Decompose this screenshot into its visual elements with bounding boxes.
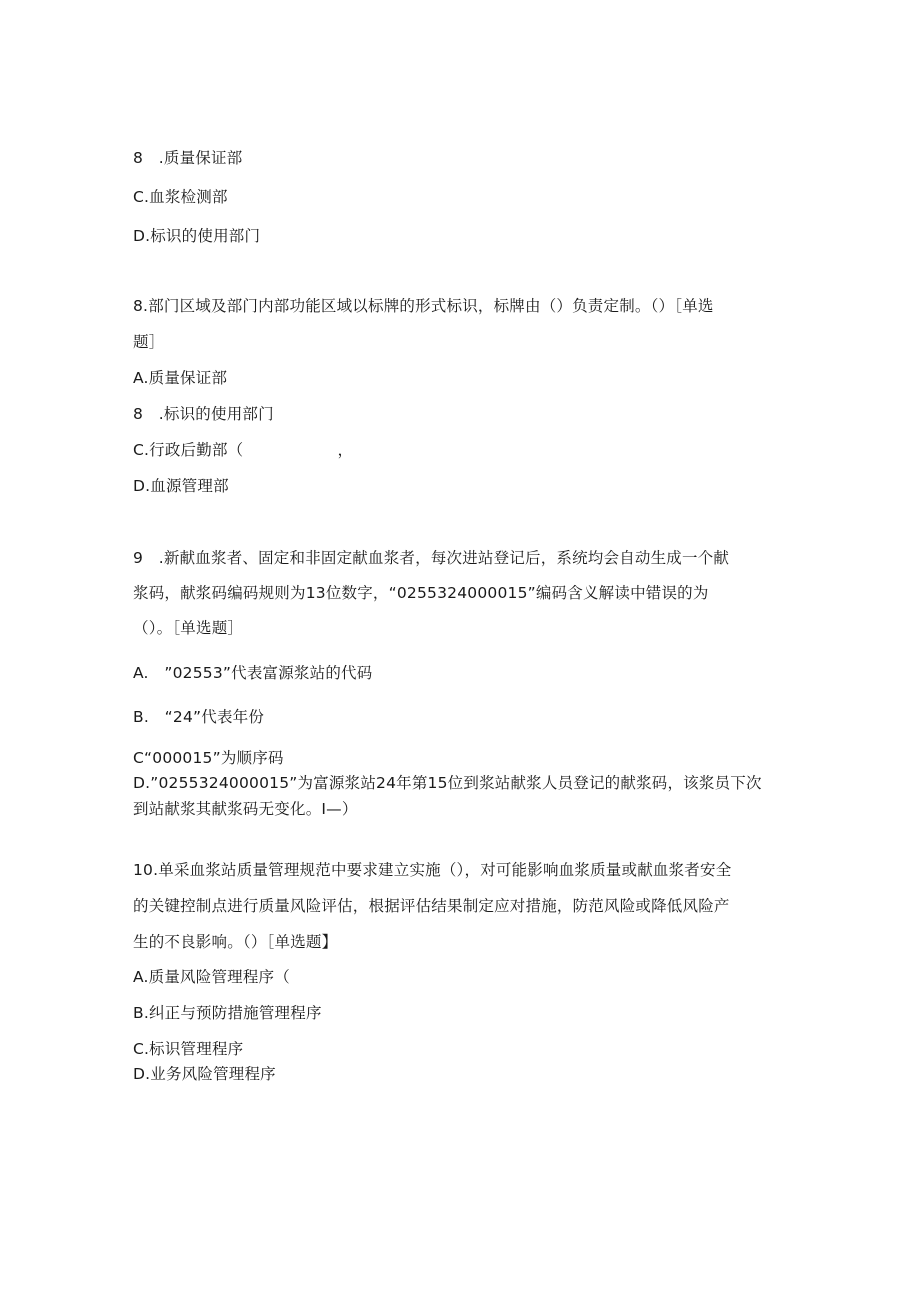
question-8-option-b: 8 .标识的使用部门 [133, 405, 274, 423]
question-9-option-a: A. ”02553”代表富源浆站的代码 [133, 664, 373, 682]
question-9-stem-line-3: （）。［单选题］ [133, 619, 244, 637]
question-8-option-c: C.行政后勤部（ ， [133, 441, 354, 459]
question-10-option-d: D.业务风险管理程序 [133, 1065, 276, 1083]
question-10-stem-line-1: 10.单采血浆站质量管理规范中要求建立实施（），对可能影响血浆质量或献血浆者安全 [133, 861, 732, 879]
option-b-prev: 8 .质量保证部 [133, 149, 243, 167]
question-9-option-d-line-1: D.”0255324000015”为富源浆站24年第15位到浆站献浆人员登记的献浆码，该浆员下次 [133, 774, 762, 792]
question-8-stem-line-2: 题］ [133, 333, 165, 351]
question-10-stem-line-2: 的关键控制点进行质量风险评估，根据评估结果制定应对措施，防范风险或降低风险产 [133, 897, 730, 915]
question-10-stem-line-3: 生的不良影响。（）［单选题】 [133, 933, 338, 951]
question-8-stem-line-1: 8.部门区域及部门内部功能区域以标牌的形式标识，标牌由（）负责定制。（）［单选 [133, 297, 714, 315]
question-9-option-d-line-2: 到站献浆其献浆码无变化。I—） [133, 800, 358, 818]
option-d-prev: D.标识的使用部门 [133, 227, 261, 245]
question-9-stem-line-1: 9 .新献血浆者、固定和非固定献血浆者，每次进站登记后，系统均会自动生成一个献 [133, 549, 730, 567]
question-8-option-d: D.血源管理部 [133, 477, 229, 495]
question-9-option-c: C“000015”为顺序码 [133, 749, 284, 767]
question-8-option-a: A.质量保证部 [133, 369, 228, 387]
question-10-option-a: A.质量风险管理程序（ [133, 968, 290, 986]
option-c-prev: C.血浆检测部 [133, 188, 228, 206]
question-9-stem-line-2: 浆码，献浆码编码规则为13位数字，“0255324000015”编码含义解读中错误的为 [133, 584, 709, 602]
question-10-option-c: C.标识管理程序 [133, 1040, 244, 1058]
question-9-option-b: B. “24”代表年份 [133, 708, 265, 726]
question-10-option-b: B.纠正与预防措施管理程序 [133, 1004, 322, 1022]
